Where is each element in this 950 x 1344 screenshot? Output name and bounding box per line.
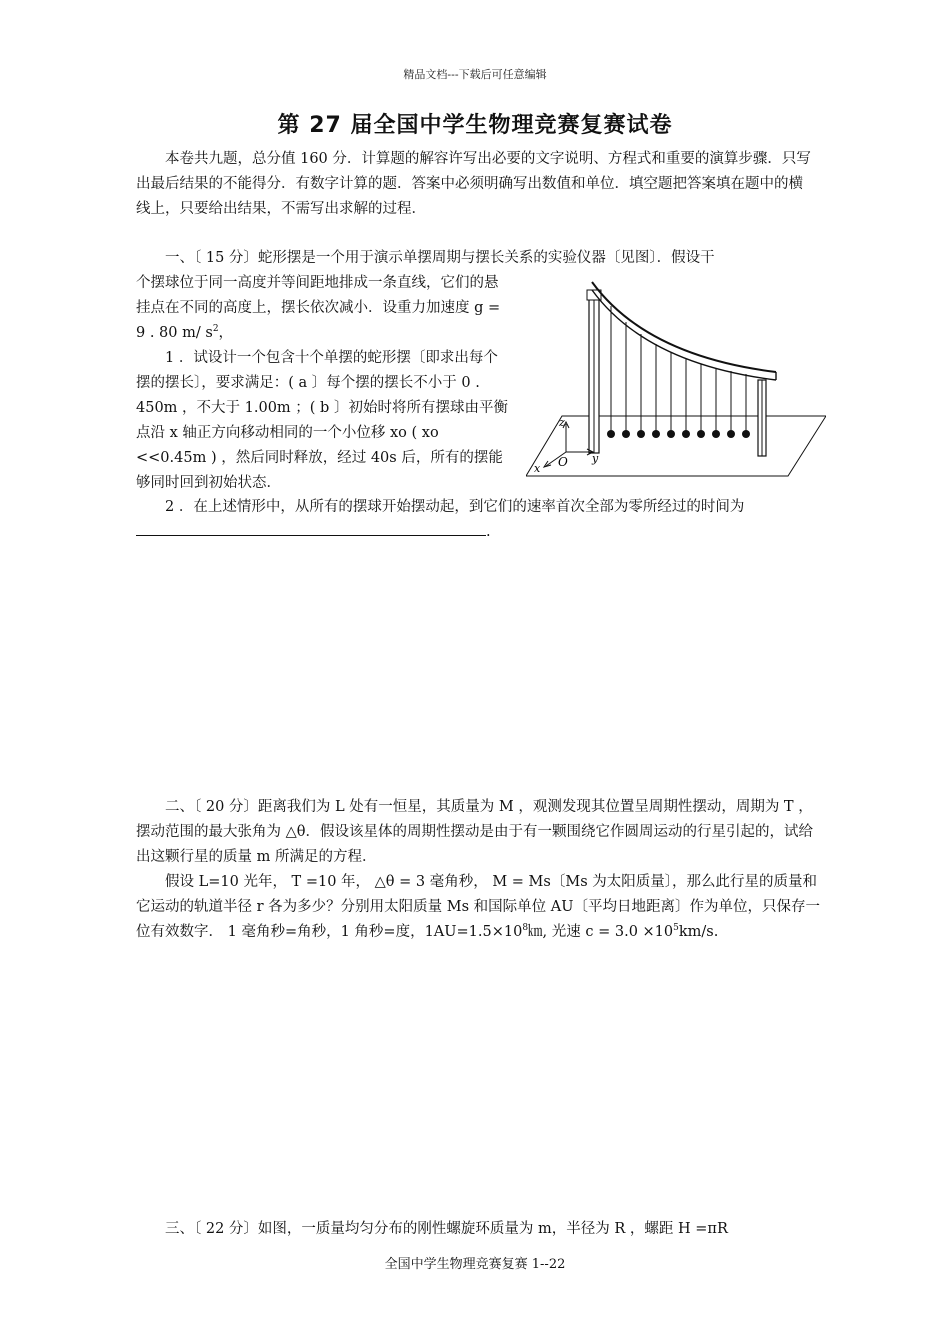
pendulums [611, 306, 746, 434]
answer-blank[interactable] [136, 521, 486, 536]
superscript: 5 [673, 923, 679, 934]
axis-y-label: y [592, 452, 599, 465]
question-3: 三、〔 22 分〕如图，一质量均匀分布的刚性螺旋环质量为 m，半径为 R ，螺距 H =πR [165, 1221, 728, 1237]
question-1-part-2: 2 ．在上述情形中，从所有的摆球开始摆动起，到它们的速率首次全部为零所经过的时间为. [136, 495, 816, 545]
question-2-given: 假设 L=10 光年， T =10 年， △θ = 3 毫角秒， M = Ms〔Ms 为太阳质量〕，那么此行星的质量和它运动的轨道半径 r 各为多少？分别用太阳质量 Ms 和国际单位 AU〔平均日地距离〕作为单位，只保存一位有效数字． 1 毫角秒=角秒，1 角秒=度，$1AU=1.5\times 10^8㎞$, 光速 $c = 3.0 \times 10^5km/s$. [136, 874, 820, 940]
question-2 [136, 795, 824, 945]
superscript: 2 [212, 324, 219, 335]
page-header: 精品文档---下载后可任意编辑 [403, 68, 547, 81]
question-1-lead: 一、〔 15 分〕蛇形摆是一个用于演示单摆周期与摆长关系的实验仪器〔见图〕．假设干 [165, 250, 715, 266]
axis-x-label: x [534, 462, 541, 475]
question-1-setup: 个摆球位于同一高度并等间距地排成一条直线，它们的悬挂点在不同的高度上，摆长依次减小．设重力加速度 g = 9 . 80 m/ $s^2$， [136, 275, 501, 341]
axis-z-label: z [559, 416, 565, 429]
question-1-body [136, 271, 510, 496]
page-title: 第 27 届全国中学生物理竞赛复赛试卷 [277, 113, 673, 138]
superscript: 8 [522, 923, 529, 934]
floor-plane [526, 416, 826, 476]
question-2-statement: 二、〔 20 分〕距离我们为 L 处有一恒星，其质量为 M ，观测发现其位置呈周期性摆动，周期为 T ，摆动范围的最大张角为 △θ．假设该星体的周期性摆动是由于有一颗围绕它作圆周运动的行星引起的，试给出这颗行星的质量 m 所满足的方程． [136, 799, 813, 865]
page-footer: 全国中学生物理竞赛复赛 1--22 [384, 1257, 566, 1272]
question-1-part-1: 1 ．试设计一个包含十个单摆的蛇形摆〔即求出每个摆的摆长〕，要求满足：( a 〕每个摆的摆长不小于 0 . 450m ，不大于 1.00m ；( b 〕初始时将所有摆球由平衡点沿 x 轴正方向移动相同的一个小位移 xo ( xo <<0.45m ) ，然后同时释放，经过 40s 后，所有的摆能够同时回到初始状态． [136, 350, 508, 491]
instructions-paragraph: 本卷共九题，总分值 160 分．计算题的解容许写出必要的文字说明、方程式和重要的演算步骤．只写出最后结果的不能得分．有数字计算的题．答案中必须明确写出数值和单位．填空题把答案填在题中的横线上，只要给出结果，不需写出求解的过程． [136, 151, 811, 217]
snake-pendulum-figure [526, 276, 826, 486]
origin-label: O [558, 455, 568, 469]
